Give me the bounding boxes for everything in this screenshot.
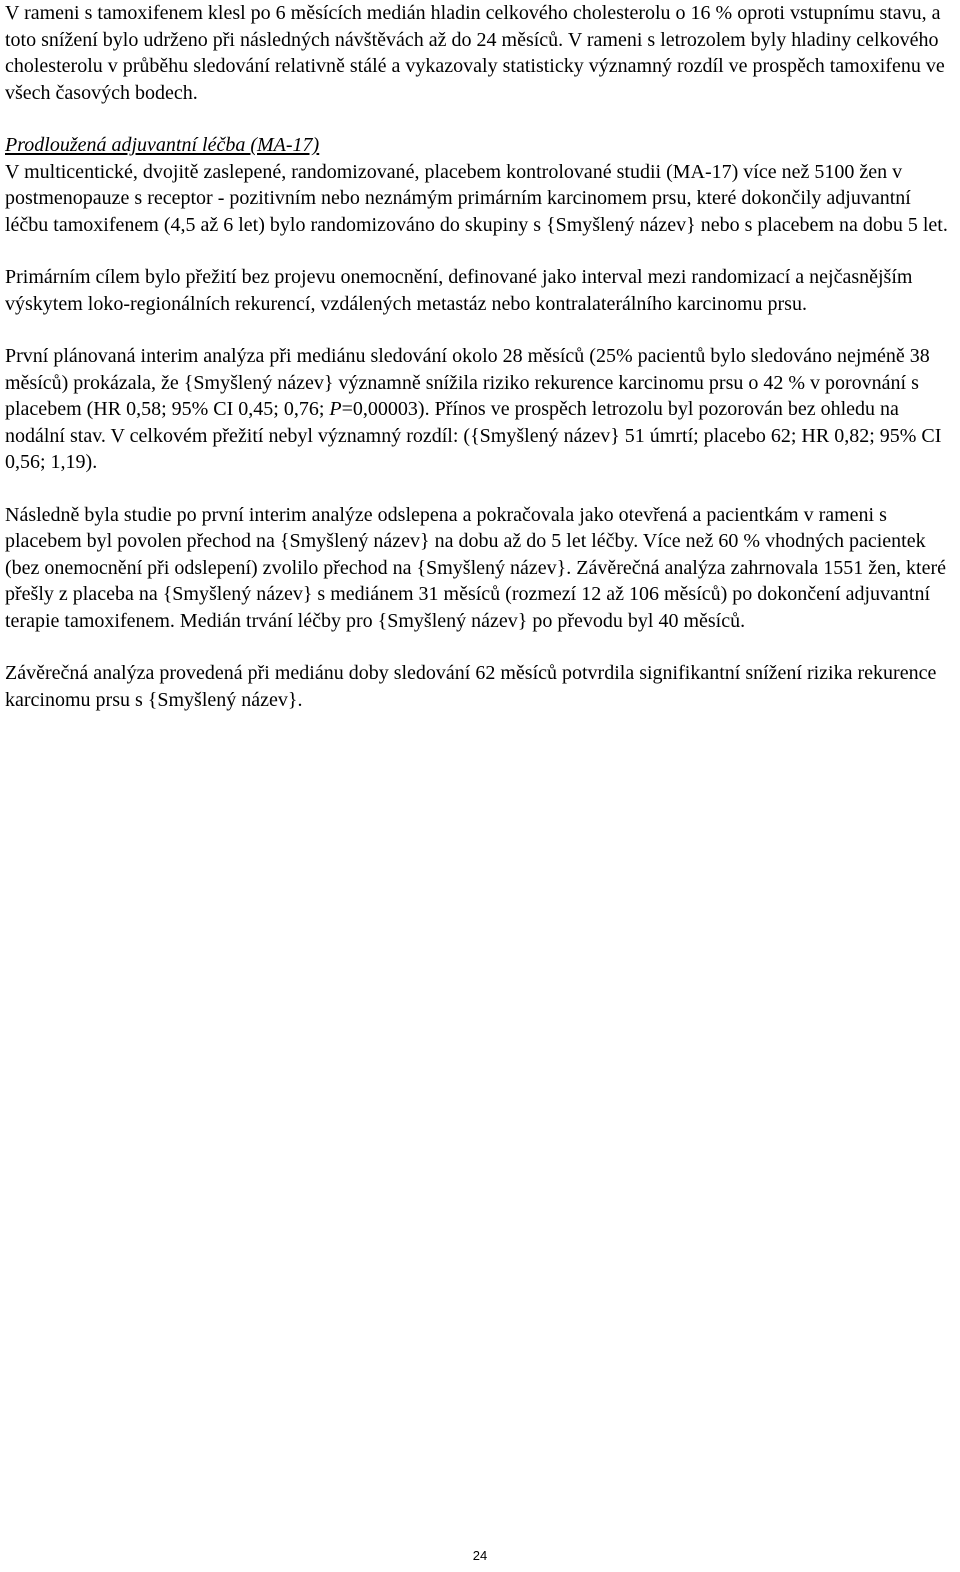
interim-text-part-1: První plánovaná interim analýza při mediánu sledování okolo 28 měsíců (25% pacientů bylo sledováno nejméně 38 měsíců) prokázala, že {Smyšlený název} významně snížila riziko rekurence karcinomu prsu o 42 % v porovnání s placebem (HR 0,58; 95% CI 0,45; 0,76; <box>5 345 930 420</box>
intro-paragraph: V rameni s tamoxifenem klesl po 6 měsících medián hladin celkového cholesterolu o 16 % oproti vstupnímu stavu, a toto snížení bylo udrženo při následných návštěvách až do 24 měsíců. V rameni s letrozolem byly hladiny celkového cholesterolu v průběhu sledování relativně stálé a vykazovaly statisticky významný rozdíl ve prospěch tamoxifenu ve všech časových bodech. <box>5 2 945 104</box>
section-heading: Prodloužená adjuvantní léčba (MA-17) <box>5 134 320 156</box>
unblinding-paragraph: Následně byla studie po první interim analýze odslepena a pokračovala jako otevřená a pacientkám v rameni s placebem byl povolen přechod na {Smyšlený název} na dobu až do 5 let léčby. Více než 60 % vhodných pacientek (bez onemocnění při odslepení) zvolilo přechod na {Smyšlený název}. Závěrečná analýza zahrnovala 1551 žen, které přešly z placeba na {Smyšlený název} s mediánem 31 měsíců (rozmezí 12 až 106 měsíců) po dokončení adjuvantní terapie tamoxifenem. Medián trvání léčby pro {Smyšlený název} po převodu byl 40 měsíců. <box>5 503 947 632</box>
final-analysis-paragraph: Závěrečná analýza provedená při mediánu doby sledování 62 měsíců potvrdila signifikantní snížení rizika rekurence karcinomu prsu s {Smyšlený název}. <box>5 662 937 711</box>
page-number: 24 <box>472 1548 488 1563</box>
interim-text-part-2: =0,00003). Přínos ve prospěch letrozolu byl pozorován bez ohledu na nodální stav. V celkovém přežití nebyl významný rozdíl: ({Smyšlený název} 51 úmrtí; placebo 62; HR 0,82; 95% CI 0,56; 1,19). <box>5 398 942 473</box>
interim-analysis-paragraph <box>5 343 957 476</box>
document-page <box>5 0 957 739</box>
p-value-symbol: P <box>329 398 342 420</box>
primary-endpoint-paragraph: Primárním cílem bylo přežití bez projevu onemocnění, definované jako interval mezi randomizací a nejčasnějším výskytem loko-regionálních rekurencí, vzdálených metastáz nebo kontralaterálního karcinomu prsu. <box>5 266 913 315</box>
section-paragraph: V multicentické, dvojitě zaslepené, randomizované, placebem kontrolované studii (MA-17) více než 5100 žen v postmenopauze s receptor - pozitivním nebo neznámým primárním karcinomem prsu, které dokončily adjuvantní léčbu tamoxifenem (4,5 až 6 let) bylo randomizováno do skupiny s {Smyšlený název} nebo s placebem na dobu 5 let. <box>5 160 948 236</box>
